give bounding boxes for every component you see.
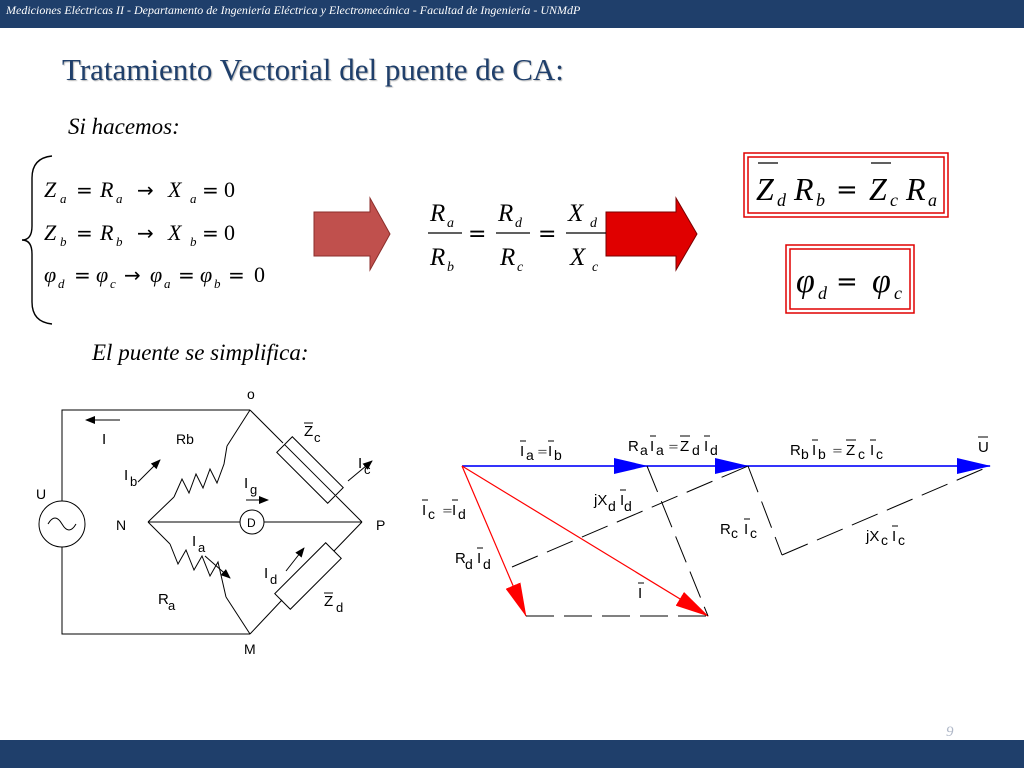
svg-text:c: c [517, 260, 524, 275]
svg-text:U: U [978, 439, 989, 456]
label-u [978, 437, 989, 456]
svg-text:X: X [570, 244, 586, 271]
svg-text:c: c [890, 190, 898, 210]
detector-label: D [247, 516, 256, 530]
svg-text:Z: Z [756, 171, 774, 207]
svg-text:jX: jX [594, 492, 608, 509]
phasor-rd-id [462, 466, 526, 616]
svg-text:d: d [270, 572, 278, 587]
wire-bottom [62, 547, 250, 634]
svg-text:X: X [168, 177, 182, 202]
svg-text:R: R [498, 200, 514, 227]
svg-text:a: a [198, 540, 206, 555]
svg-text:a: a [447, 216, 454, 231]
svg-text:=: = [537, 445, 548, 460]
svg-text:φ: φ [796, 263, 815, 300]
svg-text:I: I [422, 502, 427, 519]
svg-text:c: c [364, 462, 371, 477]
result-equation-2 [796, 263, 902, 303]
svg-text:=: = [76, 221, 93, 245]
svg-text:c: c [314, 430, 321, 445]
label-ic-id [422, 500, 466, 522]
svg-text:φ: φ [150, 262, 163, 287]
svg-text:I: I [744, 521, 749, 538]
arrow-ib [138, 460, 160, 482]
svg-text:I: I [548, 443, 553, 460]
svg-text:φ: φ [44, 262, 57, 287]
svg-text:R: R [430, 200, 446, 227]
svg-text:→: → [137, 178, 154, 202]
svg-text:d: d [777, 190, 786, 210]
svg-text:a: a [164, 276, 171, 291]
svg-text:φ: φ [872, 263, 891, 300]
svg-text:g: g [250, 482, 258, 497]
svg-text:Z: Z [846, 442, 856, 459]
svg-text:I: I [244, 475, 249, 492]
resistor-rb [174, 446, 227, 497]
condition-phi [44, 262, 265, 291]
svg-text:=: = [538, 222, 557, 247]
svg-text:=: = [202, 221, 219, 245]
svg-text:=: = [832, 444, 843, 459]
svg-text:b: b [190, 234, 197, 249]
svg-text:R: R [430, 244, 446, 271]
svg-text:c: c [898, 532, 905, 548]
svg-text:b: b [130, 474, 138, 489]
slide-number: 9 [946, 724, 954, 740]
svg-text:a: a [116, 191, 123, 206]
dash-rc-ic [748, 466, 782, 555]
svg-text:Z: Z [44, 220, 57, 245]
svg-text:=: = [668, 440, 679, 455]
svg-text:R: R [455, 550, 466, 567]
phasor-i [462, 466, 708, 616]
svg-text:d: d [58, 276, 65, 291]
svg-text:b: b [214, 276, 221, 291]
svg-text:I: I [520, 443, 525, 460]
svg-text:R: R [720, 521, 731, 538]
svg-text:d: d [515, 216, 522, 231]
svg-text:R: R [628, 438, 639, 455]
svg-text:b: b [60, 234, 67, 249]
svg-text:a: a [190, 191, 197, 206]
svg-text:jX: jX [866, 528, 880, 545]
svg-text:I: I [477, 550, 482, 567]
svg-text:d: d [608, 498, 616, 514]
svg-text:Z: Z [304, 423, 314, 440]
svg-text:→: → [124, 263, 141, 287]
node-n: N [116, 517, 127, 533]
svg-text:I: I [192, 533, 197, 550]
svg-text:=: = [228, 263, 245, 287]
svg-text:0: 0 [224, 220, 235, 245]
svg-text:=: = [836, 267, 858, 297]
svg-text:a: a [928, 190, 937, 210]
svg-text:0: 0 [224, 177, 235, 202]
phasor-labels [422, 436, 989, 602]
bridge-circuit [39, 410, 372, 634]
svg-text:0: 0 [254, 262, 265, 287]
result-equation-1 [756, 163, 937, 210]
implies-arrow-2 [606, 198, 697, 270]
dash-jxd-id [647, 466, 708, 616]
svg-text:a: a [60, 191, 67, 206]
svg-text:I: I [812, 442, 817, 459]
wire-top [62, 410, 250, 501]
svg-text:R: R [100, 220, 114, 245]
label-i: I [102, 431, 107, 448]
implies-arrow-1 [314, 198, 390, 270]
svg-text:d: d [624, 498, 632, 514]
label-ia-ib [520, 441, 562, 463]
svg-text:R: R [794, 171, 814, 207]
label-i-phasor [638, 583, 644, 602]
svg-text:c: c [881, 532, 888, 548]
node-p: P [376, 517, 386, 533]
svg-text:d: d [692, 442, 700, 458]
svg-text:I: I [892, 528, 897, 545]
svg-text:X: X [168, 220, 182, 245]
svg-text:I: I [870, 442, 875, 459]
svg-text:I: I [452, 502, 457, 519]
svg-text:Z: Z [324, 593, 334, 610]
svg-text:I: I [620, 492, 625, 509]
svg-text:=: = [468, 222, 487, 247]
header-text: Mediciones Eléctricas II - Departamento de Ingeniería Eléctrica y Electromecánica - Facultad de Ingeniería - UNMdP [6, 3, 581, 17]
svg-text:=: = [836, 175, 858, 205]
svg-text:I: I [638, 585, 643, 602]
svg-text:φ: φ [200, 262, 213, 287]
node-m: M [244, 641, 256, 657]
svg-text:c: c [592, 260, 599, 275]
svg-text:a: a [656, 442, 664, 458]
svg-text:c: c [894, 283, 902, 303]
svg-text:Z: Z [869, 171, 887, 207]
svg-text:=: = [76, 178, 93, 202]
svg-text:d: d [336, 600, 344, 615]
svg-text:=: = [178, 263, 195, 287]
svg-text:a: a [640, 442, 648, 458]
svg-text:→: → [137, 221, 154, 245]
label-raia-zdid [628, 436, 718, 458]
svg-text:Z: Z [44, 177, 57, 202]
svg-text:I: I [358, 455, 363, 472]
condition-a [44, 177, 235, 206]
svg-text:c: c [110, 276, 116, 291]
svg-text:c: c [750, 525, 757, 541]
phasor-diagram [462, 466, 990, 616]
svg-text:I: I [264, 565, 269, 582]
svg-text:Z: Z [680, 438, 690, 455]
svg-text:I: I [650, 438, 655, 455]
svg-text:a: a [168, 598, 176, 613]
svg-text:b: b [801, 446, 809, 462]
svg-text:I: I [704, 438, 709, 455]
svg-text:=: = [74, 263, 91, 287]
label-rbib-zcic [790, 440, 883, 462]
svg-text:c: c [428, 506, 435, 522]
intro-text: Si hacemos: [68, 114, 180, 139]
svg-text:d: d [818, 283, 827, 303]
svg-text:b: b [447, 260, 454, 275]
svg-text:R: R [906, 171, 926, 207]
svg-text:R: R [500, 244, 516, 271]
svg-text:R: R [158, 591, 169, 608]
svg-text:X: X [568, 200, 584, 227]
footer-bar [0, 740, 1024, 768]
svg-text:d: d [458, 506, 466, 522]
svg-text:c: c [731, 525, 738, 541]
svg-text:=: = [442, 504, 453, 519]
ratio-equation [428, 200, 606, 275]
svg-text:d: d [483, 556, 491, 572]
svg-text:b: b [554, 447, 562, 463]
condition-b [44, 220, 235, 249]
svg-text:d: d [710, 442, 718, 458]
svg-text:b: b [816, 190, 825, 210]
node-o: o [247, 386, 255, 402]
svg-text:d: d [590, 216, 597, 231]
svg-text:a: a [526, 447, 534, 463]
svg-text:d: d [465, 556, 473, 572]
slide-title: Tratamiento Vectorial del puente de CA: [62, 52, 564, 87]
label-rb: Rb [176, 431, 194, 447]
arrow-ia [205, 556, 230, 578]
svg-text:φ: φ [96, 262, 109, 287]
svg-text:I: I [124, 467, 129, 484]
label-jxc-ic [865, 526, 905, 548]
svg-text:R: R [790, 442, 801, 459]
svg-text:R: R [100, 177, 114, 202]
dash-upper [512, 466, 748, 567]
label-rc-ic [720, 519, 757, 541]
label-jxd-id [593, 490, 632, 514]
impedance-zc [277, 437, 343, 503]
svg-text:c: c [876, 446, 883, 462]
svg-text:b: b [818, 446, 826, 462]
svg-text:=: = [202, 178, 219, 202]
label-rd-id [455, 548, 491, 572]
simplifies-text: El puente se simplifica: [92, 340, 309, 365]
source-label: U [36, 486, 47, 502]
svg-text:b: b [116, 234, 123, 249]
svg-text:c: c [858, 446, 865, 462]
